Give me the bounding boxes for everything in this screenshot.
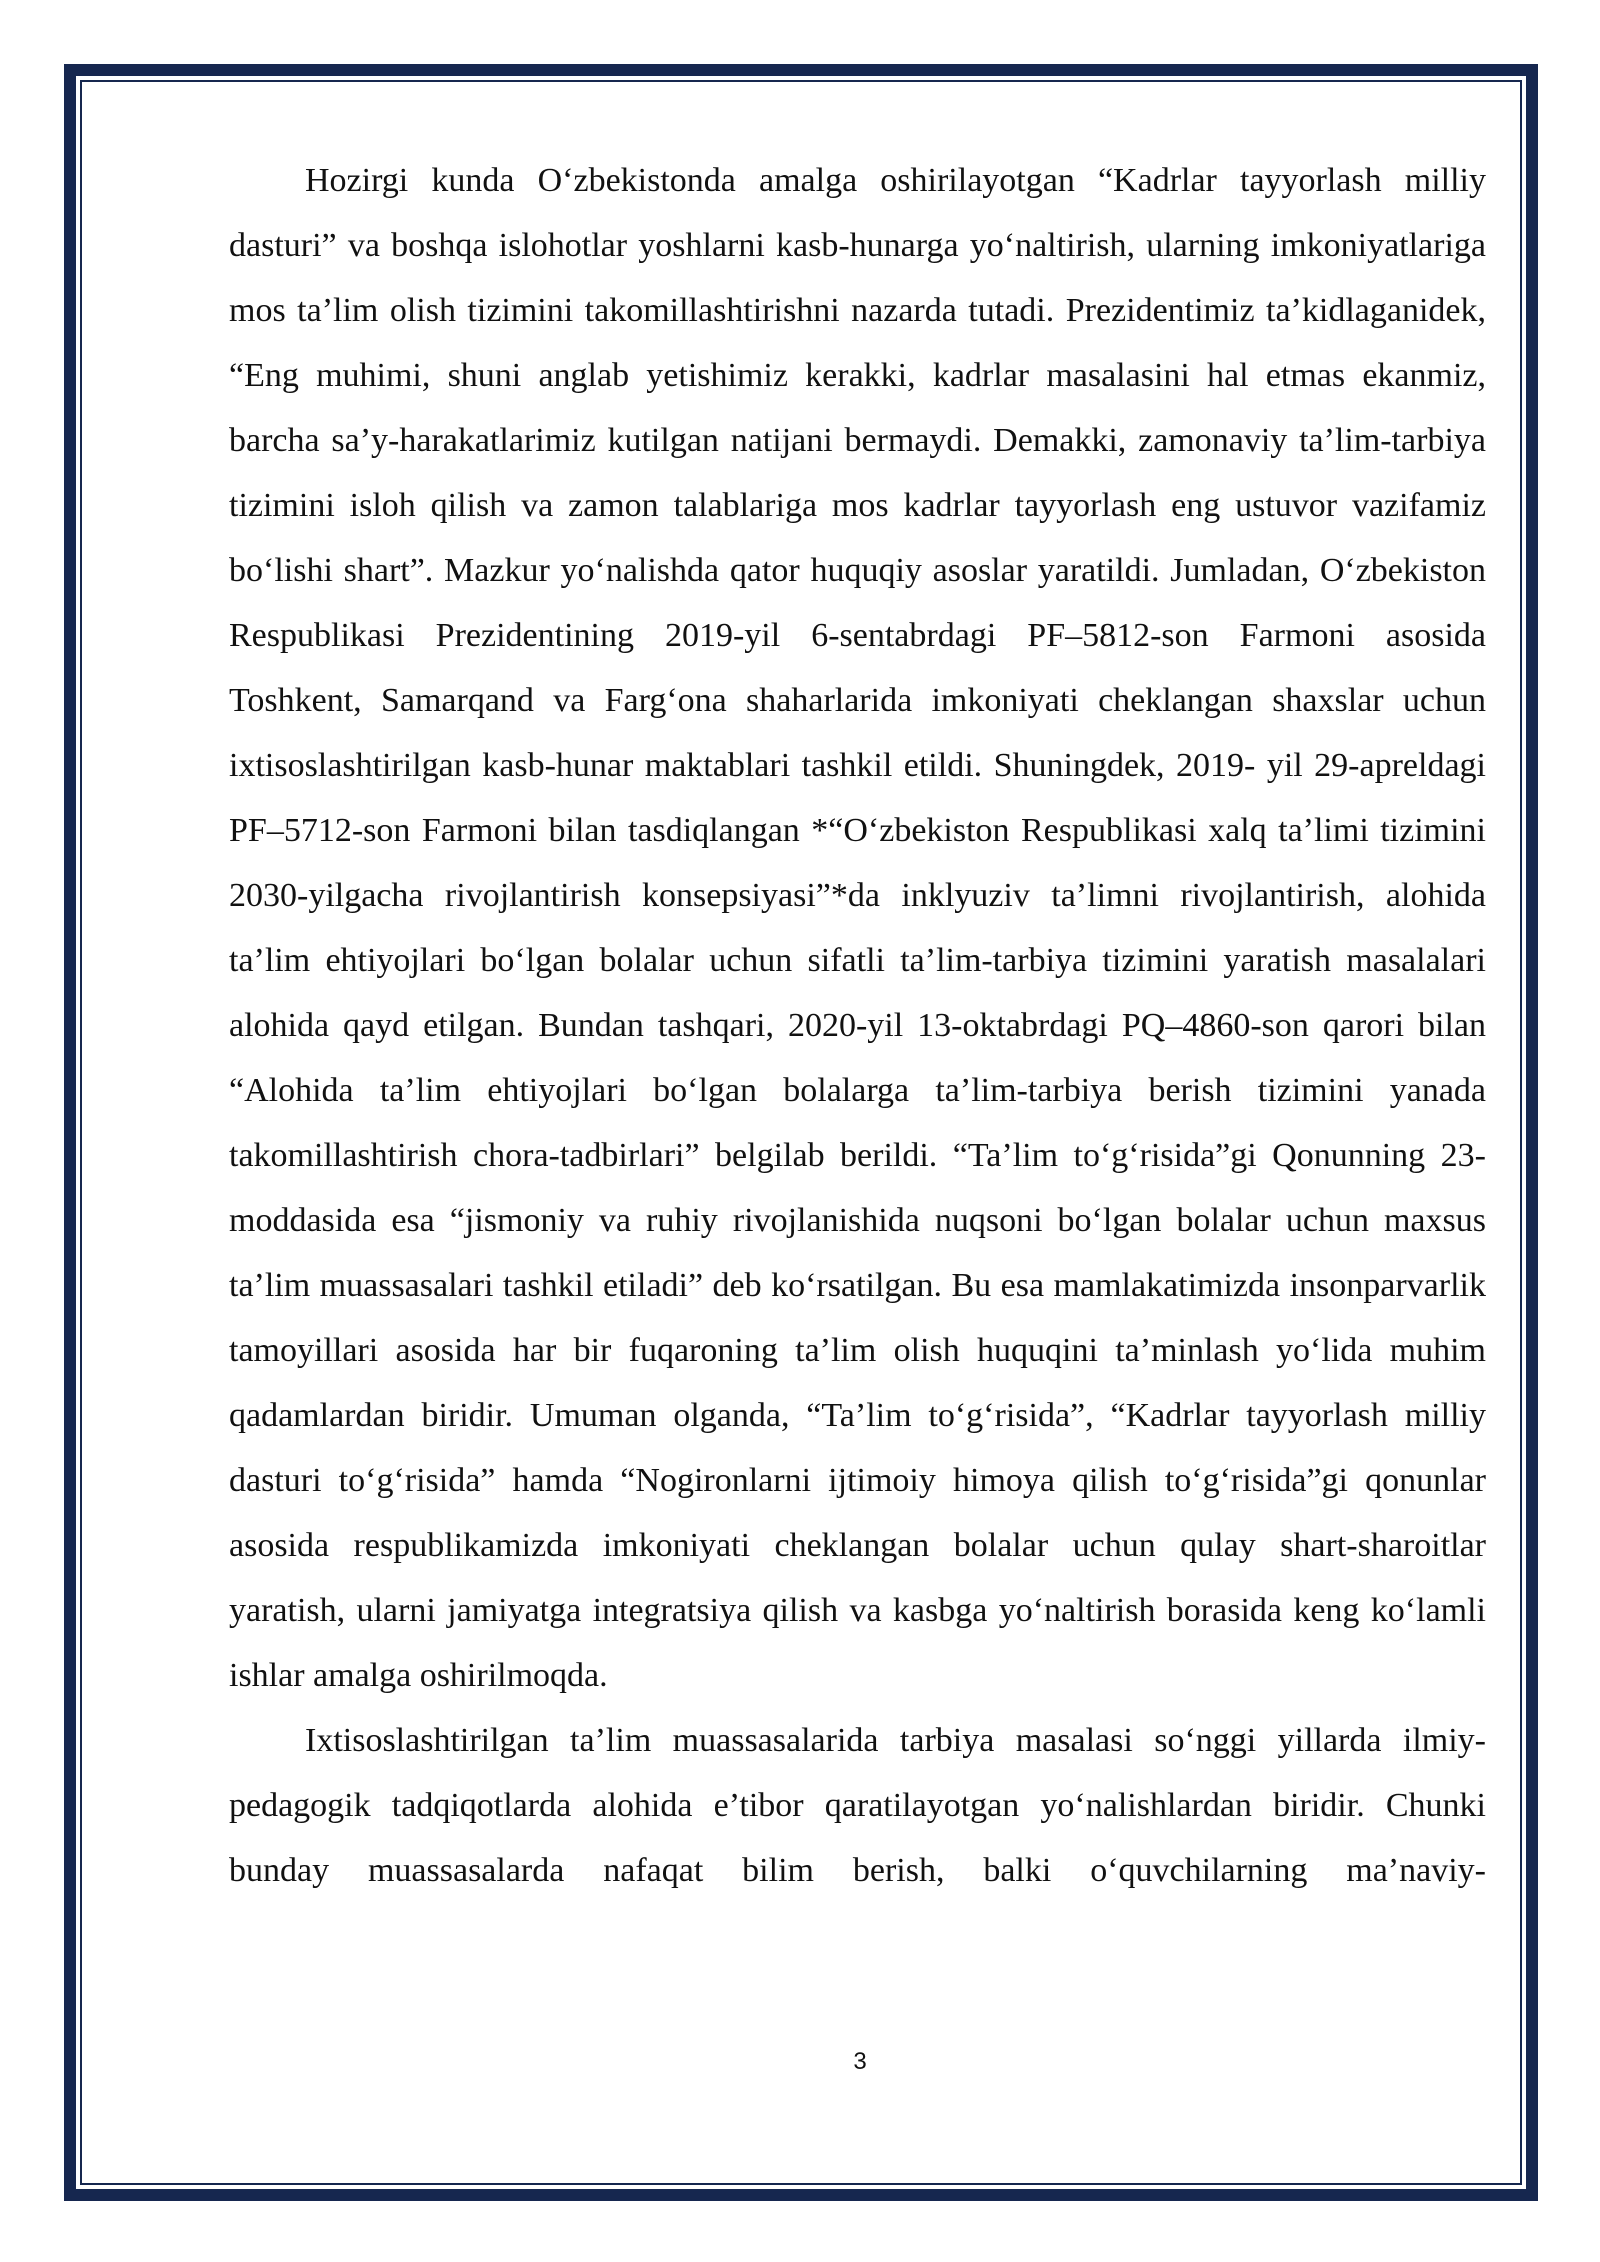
document-body (229, 148, 1486, 1903)
paragraph-2: Ixtisoslashtirilgan ta’lim muassasalarida tarbiya masalasi so‘nggi yillarda ilmiy-pedagogik tadqiqotlarda alohida e’tibor qaratilayotgan yo‘nalishlardan biridir. Chunki bunday muassasalarda nafaqat bilim berish, balki o‘quvchilarning ma’naviy- (229, 1722, 1486, 1889)
page-number: 3 (853, 2048, 867, 2075)
paragraph-1: Hozirgi kunda O‘zbekistonda amalga oshirilayotgan “Kadrlar tayyorlash milliy dasturi” va boshqa islohotlar yoshlarni kasb-hunarga yo‘naltirish, ularning imkoniyatlariga mos ta’lim olish tizimini takomillashtirishni nazarda tutadi. Prezidentimiz ta’kidlaganidek, “Eng muhimi, shuni anglab yetishimiz kerakki, kadrlar masalasini hal etmas ekanmiz, barcha sa’y-harakatlarimiz kutilgan natijani bermaydi. Demakki, zamonaviy ta’lim-tarbiya tizimini isloh qilish va zamon talablariga mos kadrlar tayyorlash eng ustuvor vazifamiz bo‘lishi shart”. Mazkur yo‘nalishda qator huquqiy asoslar yaratildi. Jumladan, O‘zbekiston Respublikasi Prezidentining 2019-yil 6-sentabrdagi PF–5812-son Farmoni asosida Toshkent, Samarqand va Farg‘ona shaharlarida imkoniyati cheklangan shaxslar uchun ixtisoslashtirilgan kasb-hunar maktablari tashkil etildi. Shuningdek, 2019- yil 29-apreldagi PF–5712-son Farmoni bilan tasdiqlangan *“O‘zbekiston Respublikasi xalq ta’limi tizimini 2030-yilgacha rivojlantirish konsepsiyasi”*da inklyuziv ta’limni rivojlantirish, alohida ta’lim ehtiyojlari bo‘lgan bolalar uchun sifatli ta’lim-tarbiya tizimini yaratish masalalari alohida qayd etilgan. Bundan tashqari, 2020-yil 13-oktabrdagi PQ–4860-son qarori bilan “Alohida ta’lim ehtiyojlari bo‘lgan bolalarga ta’lim-tarbiya berish tizimini yanada takomillashtirish chora-tadbirlari” belgilab berildi. “Ta’lim to‘g‘risida”gi Qonunning 23-moddasida esa “jismoniy va ruhiy rivojlanishida nuqsoni bo‘lgan bolalar uchun maxsus ta’lim muassasalari tashkil etiladi” deb ko‘rsatilgan. Bu esa mamlakatimizda insonparvarlik tamoyillari asosida har bir fuqaroning ta’lim olish huquqini ta’minlash yo‘lida muhim qadamlardan biridir. Umuman olganda, “Ta’lim to‘g‘risida”, “Kadrlar tayyorlash milliy dasturi to‘g‘risida” hamda “Nogironlarni ijtimoiy himoya qilish to‘g‘risida”gi qonunlar asosida respublikamizda imkoniyati cheklangan bolalar uchun qulay shart-sharoitlar yaratish, ularni jamiyatga integratsiya qilish va kasbga yo‘naltirish borasida keng ko‘lamli ishlar amalga oshirilmoqda. (229, 162, 1486, 1694)
